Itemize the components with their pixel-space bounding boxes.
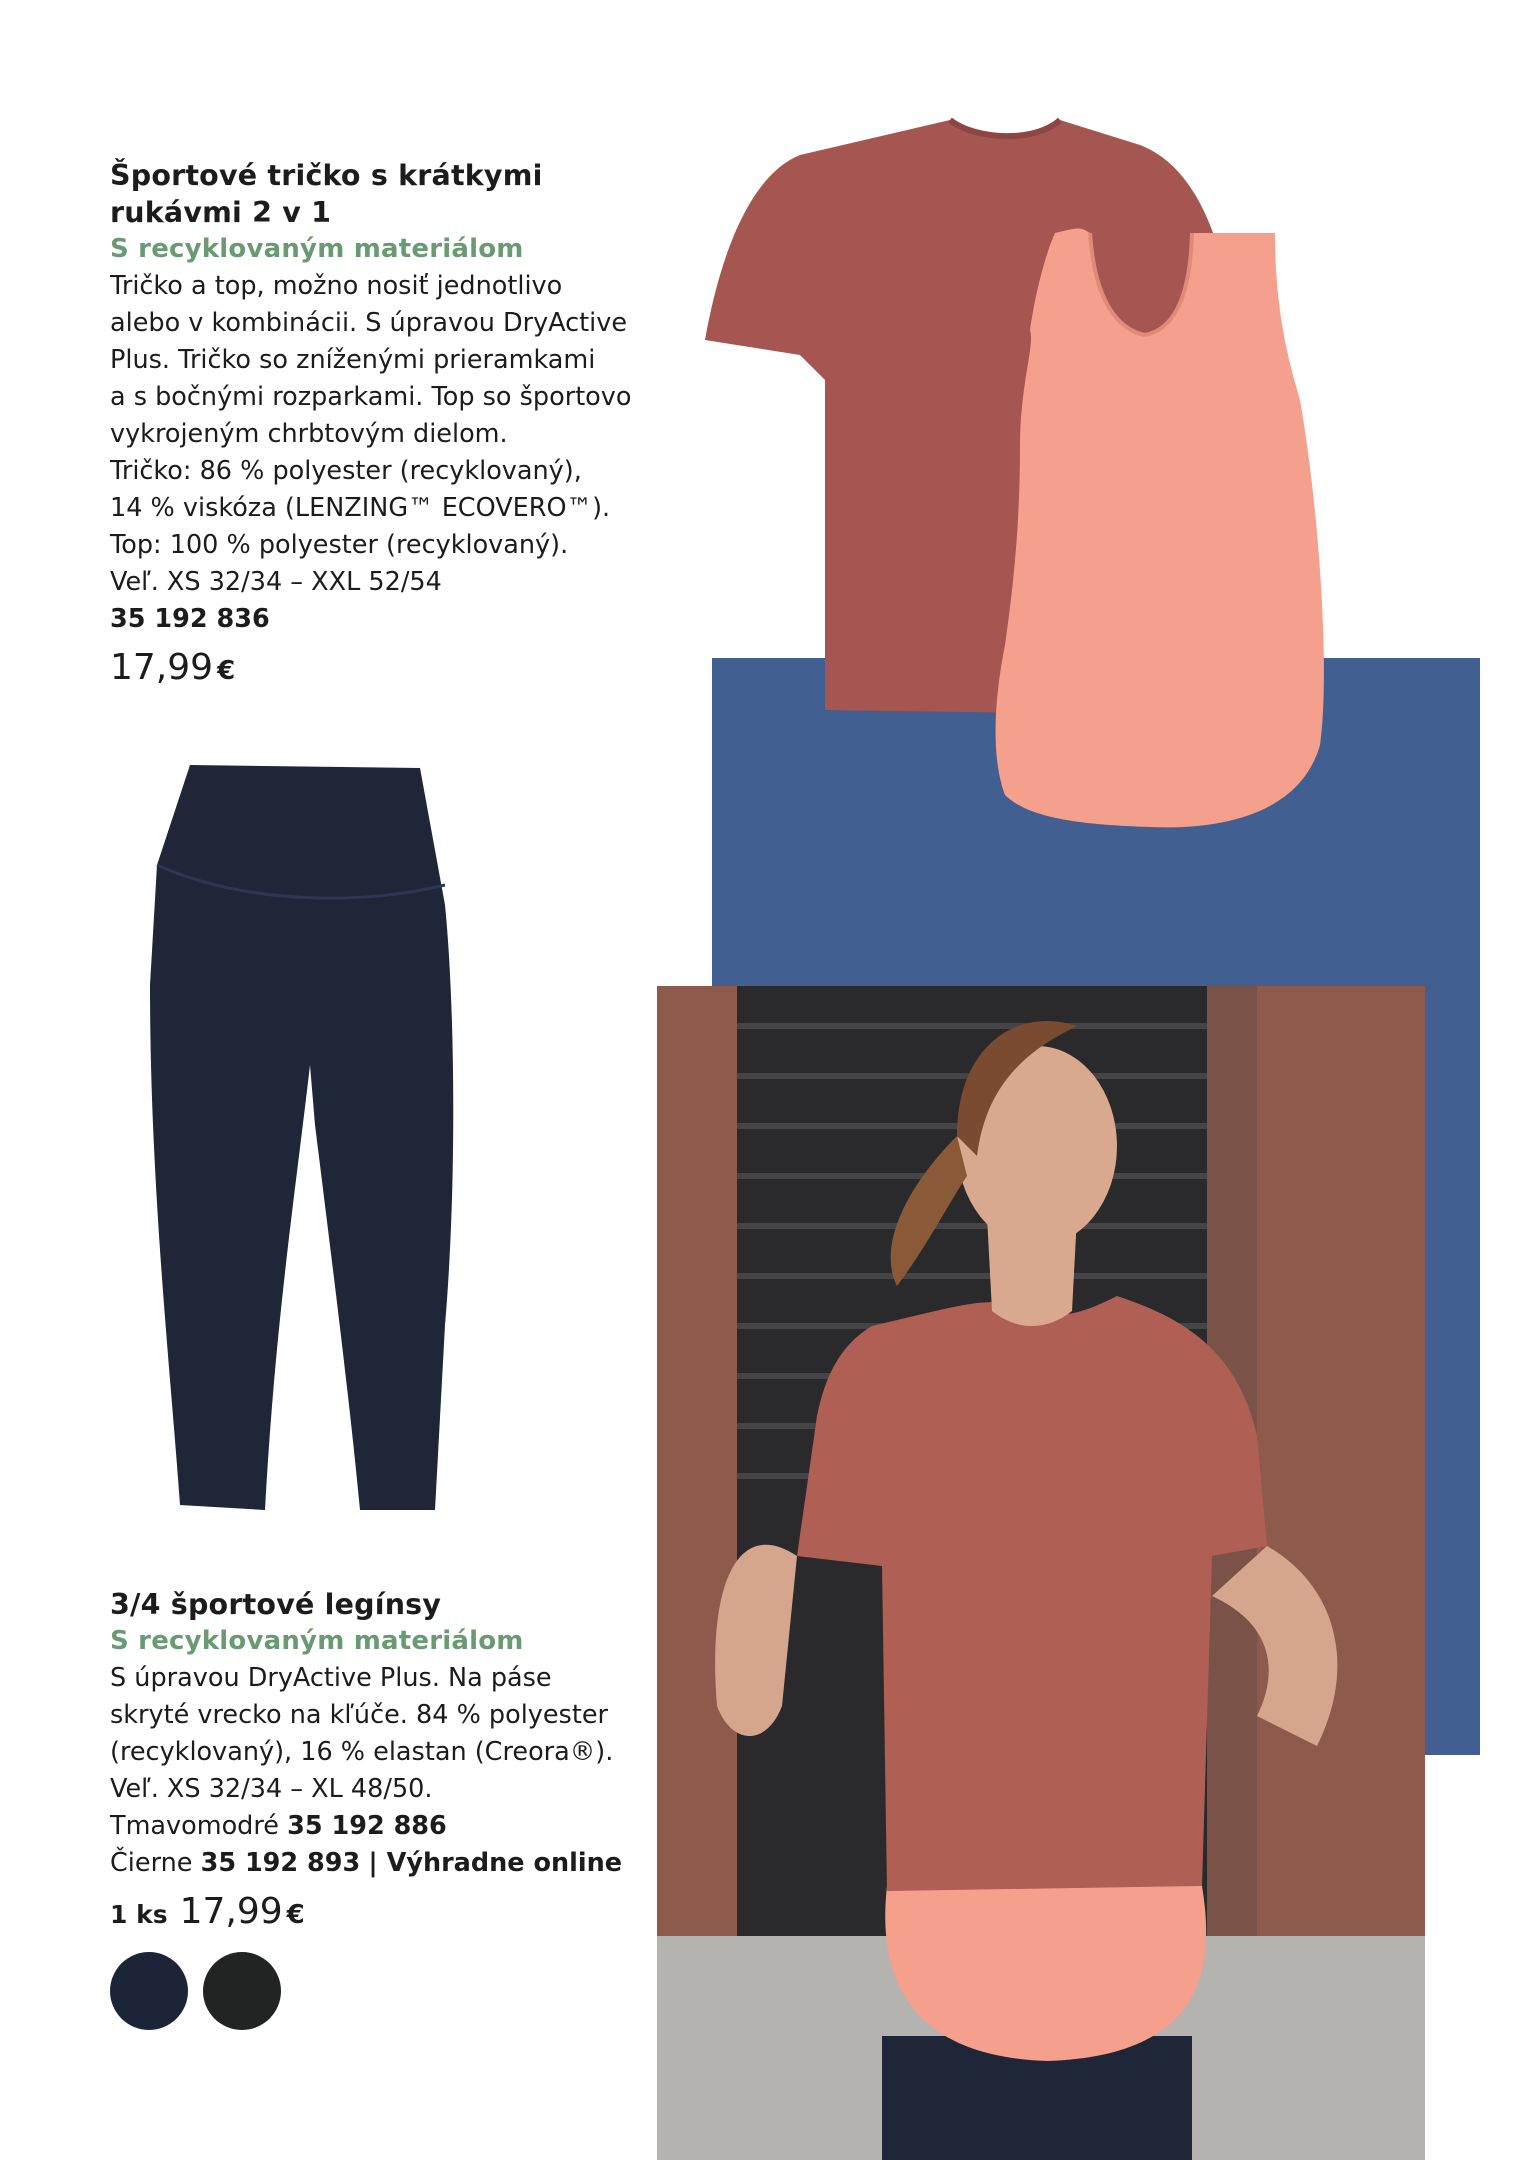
model-photo-illustration [657, 986, 1425, 2160]
variant-label: Čierne [110, 1848, 193, 1878]
swatch-navy[interactable] [110, 1952, 188, 2030]
model-photo[interactable] [657, 986, 1425, 2160]
price-value: 17,99 [110, 647, 214, 688]
variant-article: 35 192 886 [287, 1811, 447, 1841]
desc-line: (recyklovaný), 16 % elastan (Creora®). [110, 1737, 614, 1767]
desc-line: Tričko: 86 % polyester (recyklovaný), [110, 456, 582, 486]
online-only-note: | Výhradne online [368, 1848, 623, 1878]
product2-title: 3/4 športové legínsy [110, 1588, 442, 1621]
desc-line: Tričko a top, možno nosiť jednotlivo [110, 271, 563, 301]
variant-black [110, 1845, 670, 1882]
desc-line: Plus. Tričko so zníženými prieramkami [110, 345, 596, 375]
desc-line: 14 % viskóza (LENZING™ ECOVERO™). [110, 493, 611, 523]
leggings-image[interactable] [145, 765, 485, 1515]
desc-line: Top: 100 % polyester (recyklovaný). [110, 530, 569, 560]
product1-description [110, 268, 670, 601]
currency: € [217, 656, 236, 686]
desc-line: Veľ. XS 32/34 – XXL 52/54 [110, 567, 442, 597]
desc-line: vykrojeným chrbtovým dielom. [110, 419, 508, 449]
variant-article: 35 192 893 [200, 1848, 361, 1878]
price-value: 17,99 [179, 1891, 283, 1932]
product1-subtitle: S recyklovaným materiálom [110, 234, 524, 264]
desc-line: Veľ. XS 32/34 – XL 48/50. [110, 1774, 433, 1804]
product2-info [110, 1586, 670, 1939]
tshirt-and-top-image[interactable] [700, 115, 1340, 935]
product1-title [110, 157, 670, 231]
leggings-shape [150, 765, 453, 1510]
swatch-black[interactable] [203, 1952, 281, 2030]
product2-description [110, 1660, 670, 1882]
product1-title-line: rukávmi 2 v 1 [110, 196, 332, 229]
product1-title-line: Športové tričko s krátkymi [110, 159, 543, 192]
variant-navy [110, 1808, 670, 1845]
product1-price [110, 644, 670, 695]
variant-label: Tmavomodré [110, 1811, 279, 1841]
desc-line: S úpravou DryActive Plus. Na páse [110, 1663, 552, 1693]
quantity: 1 ks [110, 1900, 168, 1929]
product2-subtitle: S recyklovaným materiálom [110, 1626, 524, 1656]
desc-line: a s bočnými rozparkami. Top so športovo [110, 382, 632, 412]
currency: € [286, 1900, 305, 1930]
desc-line: skryté vrecko na kľúče. 84 % polyester [110, 1700, 609, 1730]
product2-price [110, 1888, 670, 1939]
product1-article-number: 35 192 836 [110, 604, 270, 634]
product1-info [110, 157, 670, 695]
desc-line: alebo v kombinácii. S úpravou DryActive [110, 308, 628, 338]
